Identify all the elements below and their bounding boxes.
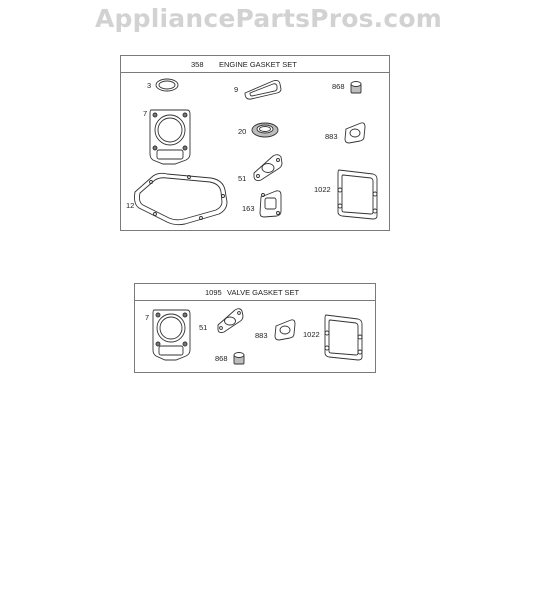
valve-cover-gasket-part[interactable] — [335, 166, 381, 222]
carburetor-gasket-part[interactable] — [215, 307, 245, 335]
callout-163: 163 — [242, 204, 255, 213]
callout-12: 12 — [126, 201, 135, 210]
intake-gasket-part[interactable] — [343, 121, 367, 145]
valve-cover-gasket-part[interactable] — [322, 311, 366, 363]
callout-883: 883 — [255, 331, 268, 340]
callout-1022: 1022 — [314, 185, 331, 194]
callout-20: 20 — [238, 127, 247, 136]
callout-7: 7 — [145, 313, 150, 322]
callout-883: 883 — [325, 132, 338, 141]
engine-gasket-set-header — [121, 56, 389, 73]
callout-9: 9 — [234, 85, 239, 94]
plug-part[interactable] — [349, 80, 365, 96]
watermark: AppliancePartsPros.com — [94, 4, 443, 33]
engine-gasket-set-panel — [120, 55, 390, 231]
callout-51: 51 — [199, 323, 208, 332]
valve-gasket-set-panel — [134, 283, 376, 373]
callout-3: 3 — [147, 81, 152, 90]
callout-7: 7 — [143, 109, 148, 118]
o-ring-part[interactable] — [155, 78, 181, 94]
cylinder-head-gasket-part[interactable] — [150, 306, 192, 364]
valve-gasket-set-number: 1095 — [205, 288, 222, 297]
engine-gasket-set-title: ENGINE GASKET SET — [219, 60, 297, 69]
engine-gasket-set-number: 358 — [191, 60, 204, 69]
oil-seal-part[interactable] — [251, 121, 281, 139]
callout-868: 868 — [332, 82, 345, 91]
exhaust-gasket-part[interactable] — [258, 189, 284, 219]
plug-part[interactable] — [232, 351, 248, 367]
cylinder-head-gasket-part[interactable] — [147, 106, 193, 168]
crankcase-gasket-part[interactable] — [131, 168, 231, 228]
callout-868: 868 — [215, 354, 228, 363]
valve-gasket-set-title: VALVE GASKET SET — [227, 288, 300, 297]
intake-gasket-part[interactable] — [273, 318, 297, 342]
valve-gasket-set-header — [135, 284, 375, 301]
callout-1022: 1022 — [303, 330, 320, 339]
rocker-gasket-part[interactable] — [243, 79, 283, 101]
callout-51: 51 — [238, 174, 247, 183]
carburetor-gasket-part[interactable] — [251, 153, 285, 183]
